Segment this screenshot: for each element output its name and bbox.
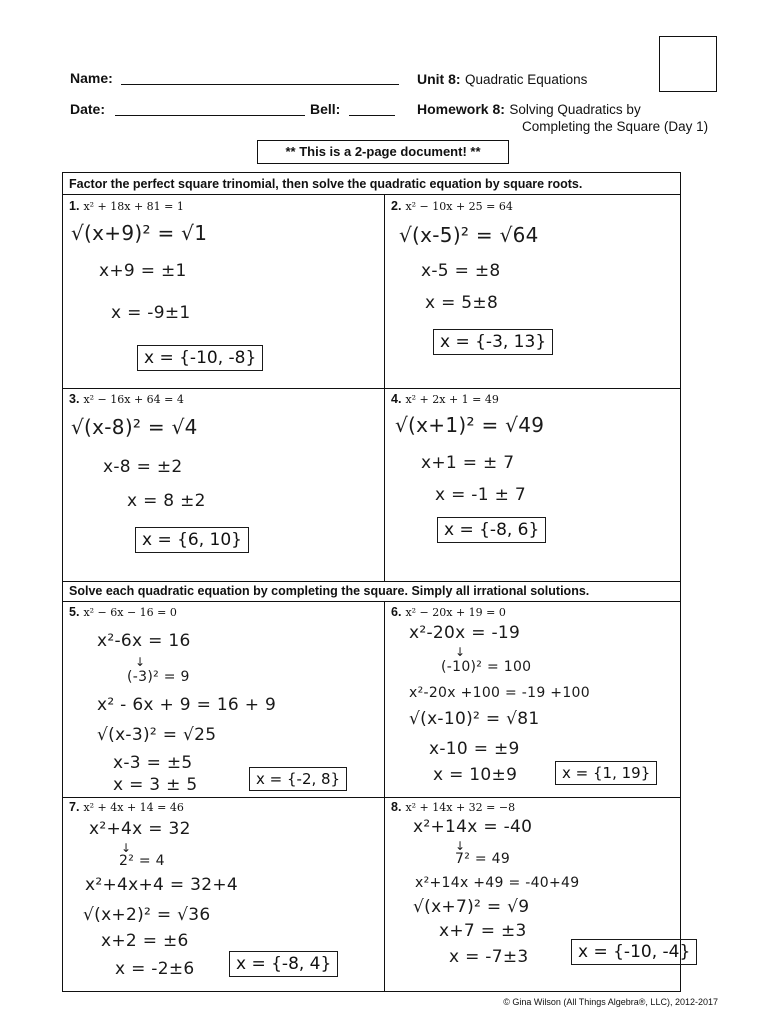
bell-field[interactable] <box>349 115 395 116</box>
problem-6 <box>391 605 506 619</box>
problem-number: 2. <box>391 199 402 213</box>
work-step: (-3)² = 9 <box>127 669 190 685</box>
problem-1 <box>69 199 184 213</box>
problem-number: 6. <box>391 605 402 619</box>
work-step: √(x-10)² = √81 <box>409 709 540 729</box>
problem-3 <box>69 392 184 406</box>
problem-equation: x² − 16x + 64 = 4 <box>83 393 184 406</box>
answer-box: x = {-8, 4} <box>229 951 338 977</box>
worksheet-grid <box>62 172 691 992</box>
work-step: x²-20x = -19 <box>409 623 521 643</box>
work-step: x²+4x+4 = 32+4 <box>85 875 238 895</box>
work-step: x-8 = ±2 <box>103 457 183 477</box>
problem-number: 8. <box>391 800 402 814</box>
name-label: Name: <box>70 70 113 86</box>
divider <box>63 388 680 389</box>
work-step: ↓ <box>135 655 146 669</box>
work-step: x+1 = ± 7 <box>421 453 515 473</box>
homework-title-line2: Completing the Square (Day 1) <box>522 119 709 134</box>
work-step: √(x+7)² = √9 <box>413 897 530 917</box>
work-step: √(x-5)² = √64 <box>399 223 539 247</box>
problem-equation: x² − 10x + 25 = 64 <box>405 200 513 213</box>
section2-instructions: Solve each quadratic equation by completing the square. Simply all irrational solutions. <box>69 584 590 598</box>
answer-box: x = {1, 19} <box>555 761 657 785</box>
problem-7 <box>69 800 184 814</box>
page-notice: ** This is a 2-page document! ** <box>257 140 509 164</box>
work-step: √(x+1)² = √49 <box>395 413 545 437</box>
problem-equation: x² − 6x − 16 = 0 <box>83 606 177 619</box>
bell-label: Bell: <box>310 101 341 117</box>
homework-label: Homework 8: <box>417 101 505 117</box>
answer-box: x = {-3, 13} <box>433 329 553 355</box>
work-step: x = -1 ± 7 <box>435 485 526 505</box>
work-step: x = -9±1 <box>111 303 191 323</box>
work-step: 2² = 4 <box>119 853 165 869</box>
problem-2 <box>391 199 513 213</box>
column-divider <box>384 601 385 991</box>
divider <box>63 194 680 195</box>
problem-equation: x² + 4x + 14 = 46 <box>83 801 184 814</box>
work-step: x-10 = ±9 <box>429 739 520 759</box>
problem-equation: x² + 2x + 1 = 49 <box>405 393 499 406</box>
work-step: x²+4x = 32 <box>89 819 191 839</box>
divider <box>63 601 680 602</box>
work-step: x = -7±3 <box>449 947 529 967</box>
work-step: x = 10±9 <box>433 765 518 785</box>
problem-5 <box>69 605 177 619</box>
answer-box: x = {-10, -8} <box>137 345 263 371</box>
homework-heading <box>417 101 641 119</box>
unit-label: Unit 8: <box>417 71 461 87</box>
work-step: ↓ <box>455 645 466 659</box>
divider <box>63 581 680 582</box>
work-step: ↓ <box>121 841 132 855</box>
work-step: x+9 = ±1 <box>99 261 187 281</box>
work-step: x = 5±8 <box>425 293 499 313</box>
homework-title-line1: Solving Quadratics by <box>509 102 641 117</box>
problem-equation: x² − 20x + 19 = 0 <box>405 606 506 619</box>
answer-box: x = {6, 10} <box>135 527 249 553</box>
work-step: x-3 = ±5 <box>113 753 193 773</box>
problem-equation: x² + 14x + 32 = −8 <box>405 801 516 814</box>
problem-equation: x² + 18x + 81 = 1 <box>83 200 184 213</box>
date-label: Date: <box>70 101 106 117</box>
unit-title: Quadratic Equations <box>465 72 588 87</box>
work-step: 7² = 49 <box>455 851 511 867</box>
problem-number: 4. <box>391 392 402 406</box>
work-step: √(x+2)² = √36 <box>83 905 211 925</box>
work-step: √(x-8)² = √4 <box>71 415 198 439</box>
date-field[interactable] <box>115 115 305 116</box>
work-step: (-10)² = 100 <box>441 659 532 675</box>
work-step: x = 8 ±2 <box>127 491 206 511</box>
problem-number: 1. <box>69 199 80 213</box>
divider <box>63 797 680 798</box>
answer-box: x = {-10, -4} <box>571 939 697 965</box>
work-step: x-5 = ±8 <box>421 261 501 281</box>
work-step: x²+14x = -40 <box>413 817 533 837</box>
work-step: √(x+9)² = √1 <box>71 221 208 245</box>
section1-instructions: Factor the perfect square trinomial, then solve the quadratic equation by square roots. <box>69 177 583 191</box>
problem-8 <box>391 800 515 814</box>
work-step: x+2 = ±6 <box>101 931 189 951</box>
work-step: x²-6x = 16 <box>97 631 191 651</box>
work-step: x = 3 ± 5 <box>113 775 198 795</box>
work-step: x+7 = ±3 <box>439 921 527 941</box>
problem-number: 3. <box>69 392 80 406</box>
work-step: x = -2±6 <box>115 959 195 979</box>
work-step: ↓ <box>455 839 466 853</box>
answer-box: x = {-8, 6} <box>437 517 546 543</box>
score-box[interactable] <box>659 36 717 92</box>
copyright-footer: © Gina Wilson (All Things Algebra®, LLC), 2012-2017 <box>503 997 718 1007</box>
work-step: √(x-3)² = √25 <box>97 725 217 745</box>
problem-number: 5. <box>69 605 80 619</box>
work-step: x²+14x +49 = -40+49 <box>415 875 580 891</box>
unit-heading <box>417 71 587 89</box>
name-field[interactable] <box>121 84 399 85</box>
problem-4 <box>391 392 499 406</box>
work-step: x² - 6x + 9 = 16 + 9 <box>97 695 277 715</box>
problem-number: 7. <box>69 800 80 814</box>
column-divider <box>384 194 385 581</box>
work-step: x²-20x +100 = -19 +100 <box>409 685 590 701</box>
answer-box: x = {-2, 8} <box>249 767 347 791</box>
